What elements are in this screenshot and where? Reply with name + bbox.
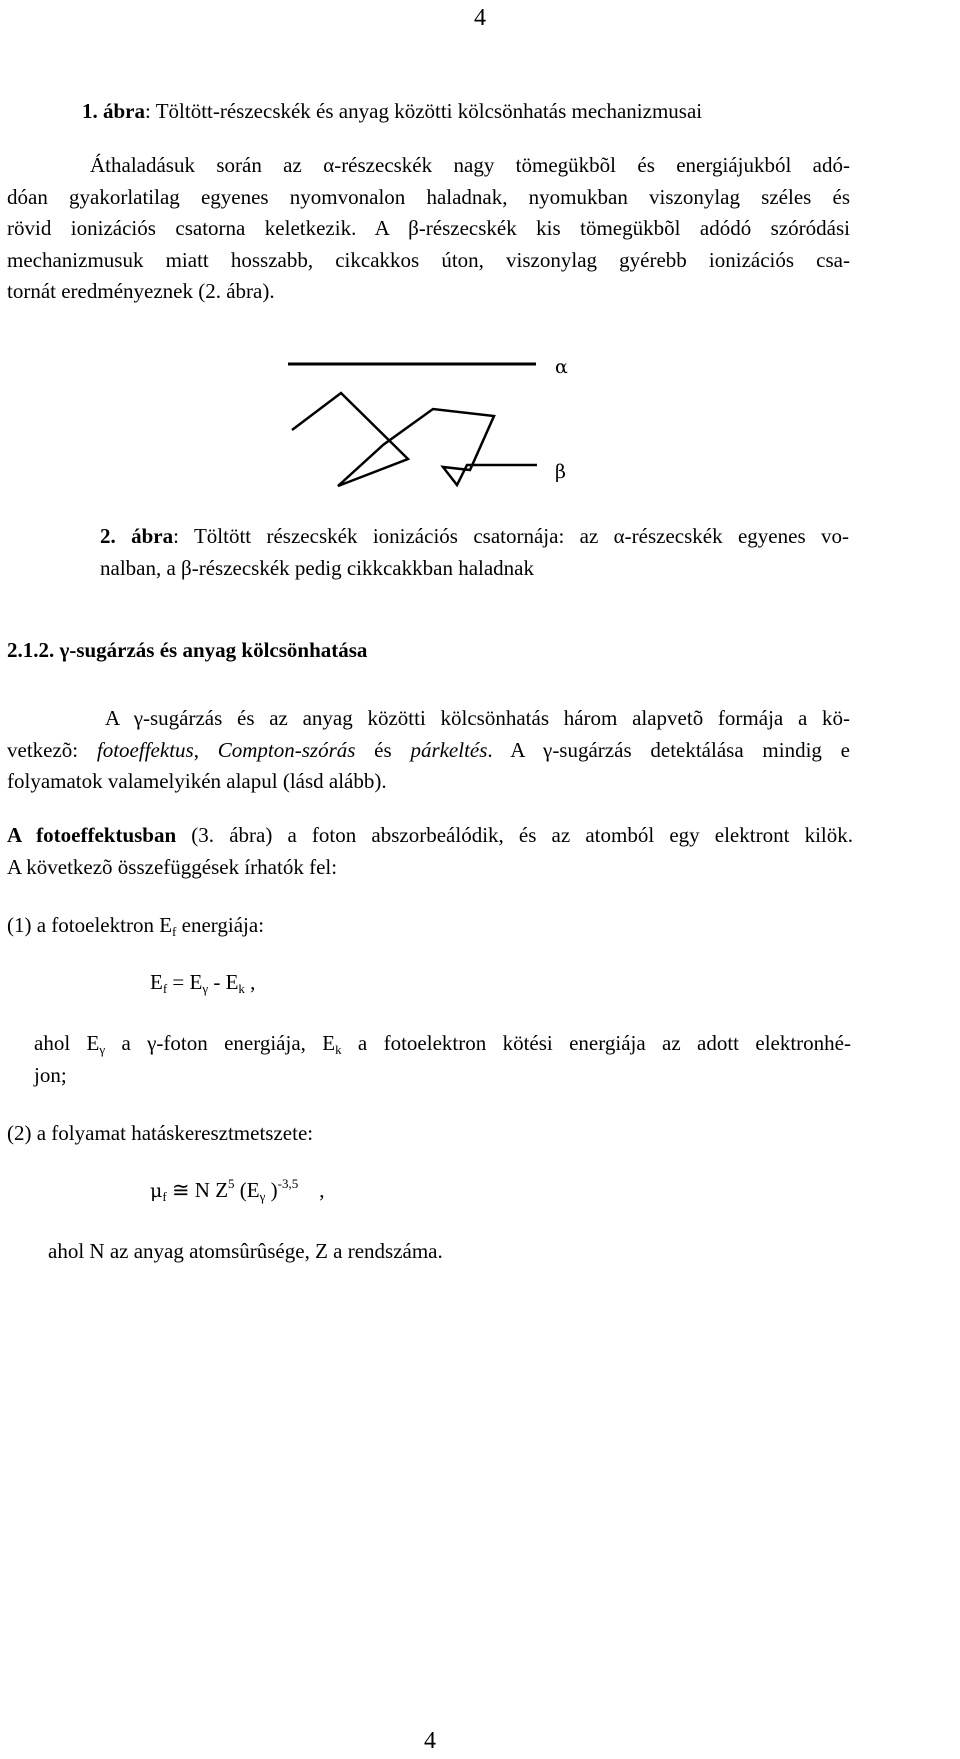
para2-line1: A γ-sugárzás és az anyag közötti kölcsönhatás három alapvetõ formája a kö- xyxy=(105,706,850,730)
paragraph-photoeffect xyxy=(7,820,853,883)
figure-2-caption xyxy=(100,521,849,584)
ionization-channel-figure xyxy=(280,348,600,500)
alpha-label: α xyxy=(555,356,568,378)
fig2-caption-line2: nalban, a β-részecskék pedig cikkcakkban haladnak xyxy=(100,555,534,580)
para2-line3: folyamatok valamelyikén alapul (lásd alább). xyxy=(7,769,387,793)
page-number-bottom: 4 xyxy=(424,1728,436,1754)
beta-track xyxy=(292,393,537,486)
fig2-caption-text: : Töltött részecskék ionizációs csatornája: az α-részecskék egyenes vo- xyxy=(173,524,849,548)
paragraph-where-2: ahol N az anyag atomsûrûsége, Z a rendszáma. xyxy=(48,1239,443,1263)
list-item-2: (2) a folyamat hatáskeresztmetszete: xyxy=(7,1121,314,1145)
equation-photoelectron-energy: $E_f = E_\gamma - E_k$ , xyxy=(150,970,256,996)
paragraph-gamma xyxy=(7,703,850,798)
fotoeffektus-term: fotoeffektus xyxy=(96,737,194,762)
figure-2-label: 2. ábra xyxy=(100,524,174,548)
photoeffect-bold: A fotoeffektusban xyxy=(7,823,177,847)
para2-line2: vetkezõ: fotoeffektus, Compton-szórás és párkeltés. A γ-sugárzás detektálása mindig e xyxy=(7,737,850,762)
para4-line2: jon; xyxy=(34,1062,67,1087)
beta-label: β xyxy=(555,461,566,483)
para3-line2: A következõ összefüggések írhatók fel: xyxy=(7,854,338,879)
equation-cross-section: $\mu_f$ ≅ N $Z^5$ ($E_\gamma$ )$^{-3,5}$ , xyxy=(150,1176,325,1204)
para4-line1: ahol $E_\gamma$ a γ-foton energiája, $E_k$ a fotoelektron kötési energiája az adott elektronhé- xyxy=(34,1031,851,1057)
list-item-1: (1) a fotoelektron $E_f$ energiája: xyxy=(7,913,265,939)
section-heading: 2.1.2. γ-sugárzás és anyag kölcsönhatása xyxy=(7,638,368,662)
compton-term: Compton-szórás xyxy=(217,737,356,762)
para1-line3: rövid ionizációs csatorna keletkezik. A β-részecskék kis tömegükbõl adódó szóródási xyxy=(7,216,850,240)
para1-line5: tornát eredményeznek (2. ábra). xyxy=(7,279,275,303)
para1-line2: dóan gyakorlatilag egyenes nyomvonalon haladnak, nyomukban viszonylag széles és xyxy=(7,184,850,209)
para3-line1: A fotoeffektusban (3. ábra) a foton abszorbeálódik, és az atomból egy elektront kilök. xyxy=(7,823,853,847)
parkeltes-term: párkeltés xyxy=(410,737,488,762)
para1-line1: Áthaladásuk során az α-részecskék nagy tömegükbõl és energiájukból adó- xyxy=(90,153,850,177)
paragraph-where-1 xyxy=(34,1028,851,1091)
para1-line4: mechanizmusuk miatt hosszabb, cikcakkos úton, viszonylag gyérebb ionizációs csa- xyxy=(7,247,850,272)
paragraph-particles xyxy=(7,150,850,308)
figure-1-caption xyxy=(82,96,702,128)
page-number-top: 4 xyxy=(474,5,486,31)
figure-1-label: 1. ábra xyxy=(82,99,145,123)
figure-1-text: : Töltött-részecskék és anyag közötti kölcsönhatás mechanizmusai xyxy=(145,99,703,123)
fig2-caption-line1 xyxy=(100,521,849,553)
